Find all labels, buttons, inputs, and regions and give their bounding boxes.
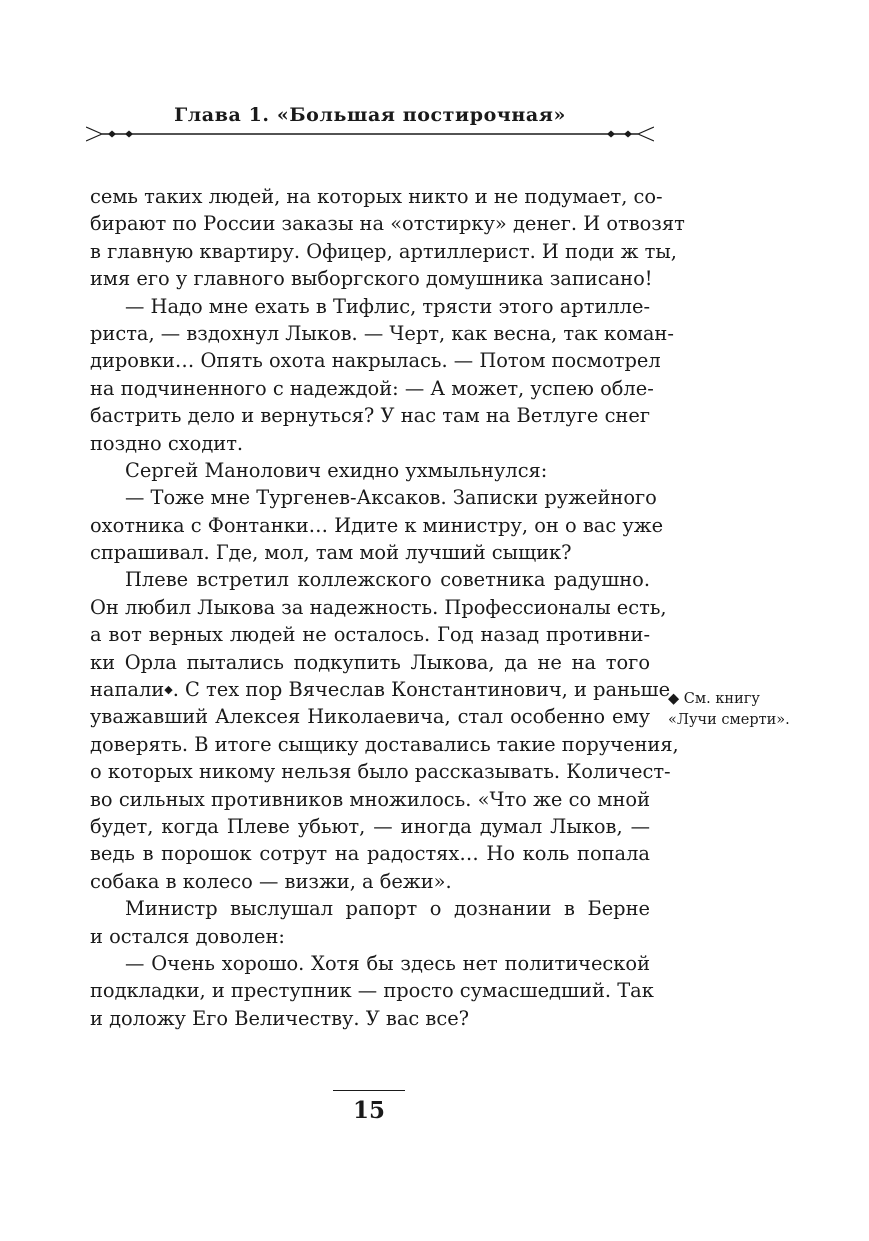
text-line: Плеве встретил коллежского советника радушно. (125, 568, 650, 592)
text-line: а вот верных людей не осталось. Год назад противни- (90, 623, 650, 647)
text-line: Он любил Лыкова за надежность. Профессионалы есть, (90, 595, 667, 619)
text-line: бастрить дело и вернуться? У нас там на Ветлуге снег (90, 404, 650, 428)
text-line: — Надо мне ехать в Тифлис, трясти этого артилле- (125, 294, 651, 318)
header-ornament-rule (86, 123, 654, 145)
text-line: доверять. В итоге сыщику доставались такие поручения, (90, 732, 679, 756)
text-line: уважавший Алексея Николаевича, стал особенно ему (90, 705, 650, 729)
text-line: охотника с Фонтанки… Идите к министру, он о вас уже (90, 513, 664, 537)
text-line: спрашивал. Где, мол, там мой лучший сыщик? (90, 541, 572, 565)
text-line: на подчиненного с надеждой: — А может, успею обле- (90, 376, 654, 400)
running-title: Глава 1. «Большая постирочная» (174, 104, 566, 126)
text-line: и остался доволен: (90, 924, 285, 948)
text-line: — Очень хорошо. Хотя бы здесь нет политической (125, 951, 650, 975)
text-line: будет, когда Плеве убьют, — иногда думал Лыков, — (90, 814, 650, 838)
text-line-with-footnote (90, 676, 671, 703)
text-line: во сильных противников множилось. «Что же со мной (90, 787, 650, 811)
text-line: в главную квартиру. Офицер, артиллерист. И поди ж ты, (90, 239, 677, 263)
text-line: собака в колесо — визжи, а бежи». (90, 869, 452, 893)
text-line: бирают по России заказы на «отстирку» денег. И отвозят (90, 212, 685, 236)
text-line: семь таких людей, на которых никто и не подумает, со- (90, 185, 663, 208)
text-line: риста, — вздохнул Лыков. — Черт, как весна, так коман- (90, 321, 674, 345)
footnote-marker: ◆ (164, 683, 173, 697)
text-line: подкладки, и преступник — просто сумасшедший. Так (90, 979, 654, 1003)
text-line: дировки… Опять охота накрылась. — Потом посмотрел (90, 349, 661, 373)
text-line: Сергей Манолович ехидно ухмыльнулся: (125, 458, 548, 482)
page-number-rule (333, 1090, 405, 1091)
text-line: ведь в порошок сотрут на радостях… Но коль попала (90, 842, 650, 866)
text-fragment: напали (90, 678, 165, 702)
body-text (90, 183, 685, 1032)
text-line: — Тоже мне Тургенев-Аксаков. Записки ружейного (125, 486, 657, 510)
text-fragment: . С тех пор Вячеслав Константинович, и раньше (172, 678, 671, 702)
footnote-line: «Лучи смерти». (668, 712, 790, 728)
text-line: Министр выслушал рапорт о дознании в Берне (125, 897, 650, 921)
text-line: и доложу Его Величеству. У вас все? (90, 1006, 470, 1030)
text-line: ки Орла пытались подкупить Лыкова, да не на того (90, 650, 650, 674)
text-line: имя его у главного выборгского домушника записано! (90, 267, 653, 291)
page-number: 15 (352, 1097, 385, 1124)
footnote-line: ◆ См. книгу (668, 691, 760, 707)
margin-footnote (668, 689, 858, 731)
text-line: поздно сходит. (90, 431, 244, 455)
text-line: о которых никому нельзя было рассказывать. Количест- (90, 760, 671, 784)
